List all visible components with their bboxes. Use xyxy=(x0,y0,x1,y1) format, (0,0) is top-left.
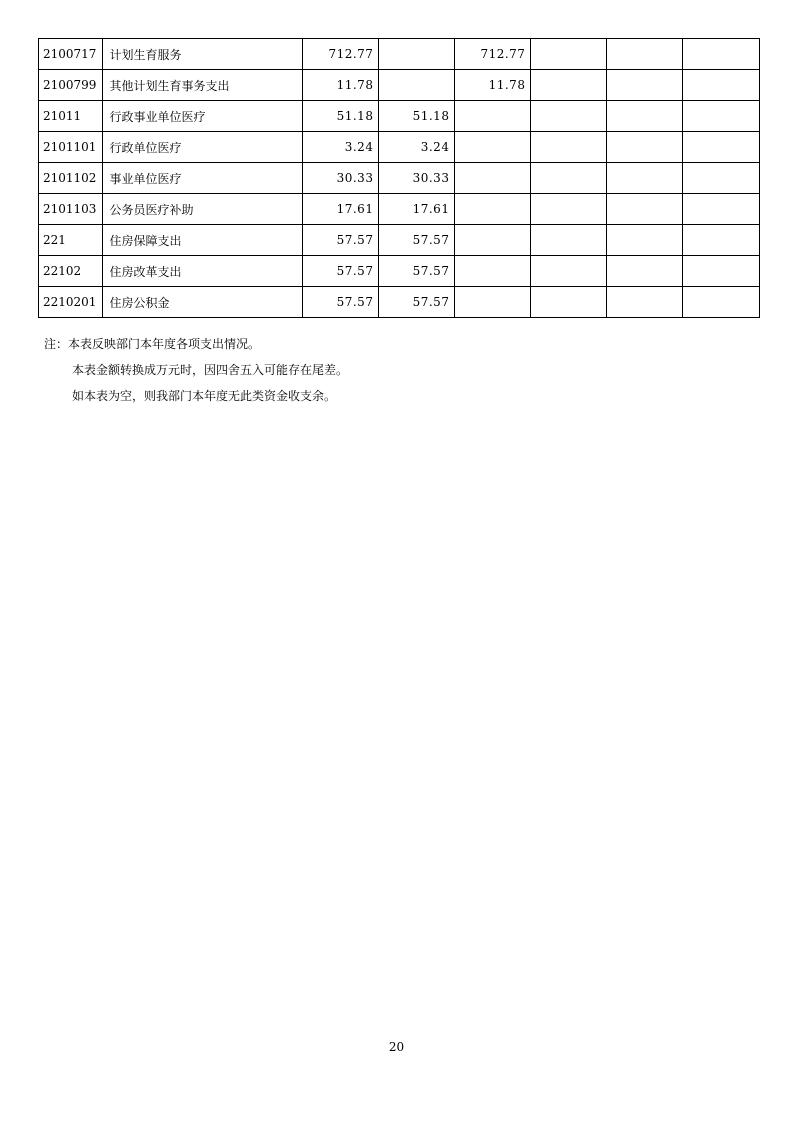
cell-total: 30.33 xyxy=(303,163,379,194)
table-row xyxy=(39,287,760,318)
table-row xyxy=(39,256,760,287)
cell-col-6 xyxy=(607,101,683,132)
cell-code: 2210201 xyxy=(39,287,103,318)
cell-col-7 xyxy=(683,225,760,256)
expenditure-table xyxy=(38,38,760,318)
cell-col-3: 17.61 xyxy=(379,194,455,225)
page-number: 20 xyxy=(388,1040,405,1054)
cell-col-5 xyxy=(531,287,607,318)
cell-total: 57.57 xyxy=(303,287,379,318)
cell-col-3: 57.57 xyxy=(379,256,455,287)
cell-code: 22102 xyxy=(39,256,103,287)
cell-col-3 xyxy=(379,70,455,101)
cell-col-3: 57.57 xyxy=(379,225,455,256)
cell-name: 住房改革支出 xyxy=(103,256,303,287)
cell-col-6 xyxy=(607,132,683,163)
cell-col-4: 11.78 xyxy=(455,70,531,101)
cell-col-4 xyxy=(455,194,531,225)
cell-name: 住房公积金 xyxy=(103,287,303,318)
cell-col-6 xyxy=(607,70,683,101)
cell-col-5 xyxy=(531,132,607,163)
cell-code: 2101102 xyxy=(39,163,103,194)
cell-col-7 xyxy=(683,287,760,318)
notes xyxy=(44,331,348,409)
cell-col-7 xyxy=(683,101,760,132)
cell-col-6 xyxy=(607,287,683,318)
cell-col-4 xyxy=(455,163,531,194)
cell-col-5 xyxy=(531,194,607,225)
cell-code: 2101101 xyxy=(39,132,103,163)
cell-total: 11.78 xyxy=(303,70,379,101)
note-line-1: 注：本表反映部门本年度各项支出情况。 xyxy=(44,337,261,351)
cell-col-4 xyxy=(455,287,531,318)
cell-col-5 xyxy=(531,70,607,101)
note-line-2: 本表金额转换成万元时，因四舍五入可能存在尾差。 xyxy=(72,363,349,377)
cell-col-3: 3.24 xyxy=(379,132,455,163)
cell-col-7 xyxy=(683,194,760,225)
cell-col-5 xyxy=(531,225,607,256)
cell-total: 712.77 xyxy=(303,39,379,70)
cell-total: 57.57 xyxy=(303,225,379,256)
cell-code: 221 xyxy=(39,225,103,256)
table-row xyxy=(39,101,760,132)
cell-col-6 xyxy=(607,163,683,194)
cell-total: 51.18 xyxy=(303,101,379,132)
cell-col-7 xyxy=(683,70,760,101)
table-body xyxy=(39,39,760,318)
cell-col-4 xyxy=(455,225,531,256)
cell-name: 公务员医疗补助 xyxy=(103,194,303,225)
table-row xyxy=(39,194,760,225)
cell-name: 计划生育服务 xyxy=(103,39,303,70)
cell-col-4 xyxy=(455,132,531,163)
cell-col-3: 51.18 xyxy=(379,101,455,132)
cell-col-6 xyxy=(607,194,683,225)
cell-col-7 xyxy=(683,163,760,194)
cell-col-5 xyxy=(531,101,607,132)
cell-name: 行政单位医疗 xyxy=(103,132,303,163)
cell-total: 3.24 xyxy=(303,132,379,163)
cell-code: 2100799 xyxy=(39,70,103,101)
table-row xyxy=(39,132,760,163)
cell-name: 其他计划生育事务支出 xyxy=(103,70,303,101)
cell-col-6 xyxy=(607,256,683,287)
cell-col-3: 30.33 xyxy=(379,163,455,194)
cell-name: 事业单位医疗 xyxy=(103,163,303,194)
cell-col-7 xyxy=(683,39,760,70)
cell-name: 行政事业单位医疗 xyxy=(103,101,303,132)
cell-col-4 xyxy=(455,256,531,287)
table-row xyxy=(39,39,760,70)
cell-col-6 xyxy=(607,39,683,70)
cell-col-3 xyxy=(379,39,455,70)
cell-col-5 xyxy=(531,163,607,194)
cell-col-4 xyxy=(455,101,531,132)
cell-code: 2100717 xyxy=(39,39,103,70)
cell-col-5 xyxy=(531,39,607,70)
cell-name: 住房保障支出 xyxy=(103,225,303,256)
cell-col-6 xyxy=(607,225,683,256)
cell-col-3: 57.57 xyxy=(379,287,455,318)
cell-total: 17.61 xyxy=(303,194,379,225)
table-row xyxy=(39,225,760,256)
cell-col-5 xyxy=(531,256,607,287)
cell-total: 57.57 xyxy=(303,256,379,287)
cell-code: 21011 xyxy=(39,101,103,132)
cell-col-7 xyxy=(683,132,760,163)
cell-col-7 xyxy=(683,256,760,287)
table-row xyxy=(39,163,760,194)
table-row xyxy=(39,70,760,101)
cell-code: 2101103 xyxy=(39,194,103,225)
note-line-3: 如本表为空，则我部门本年度无此类资金收支余。 xyxy=(72,389,337,403)
cell-col-4: 712.77 xyxy=(455,39,531,70)
